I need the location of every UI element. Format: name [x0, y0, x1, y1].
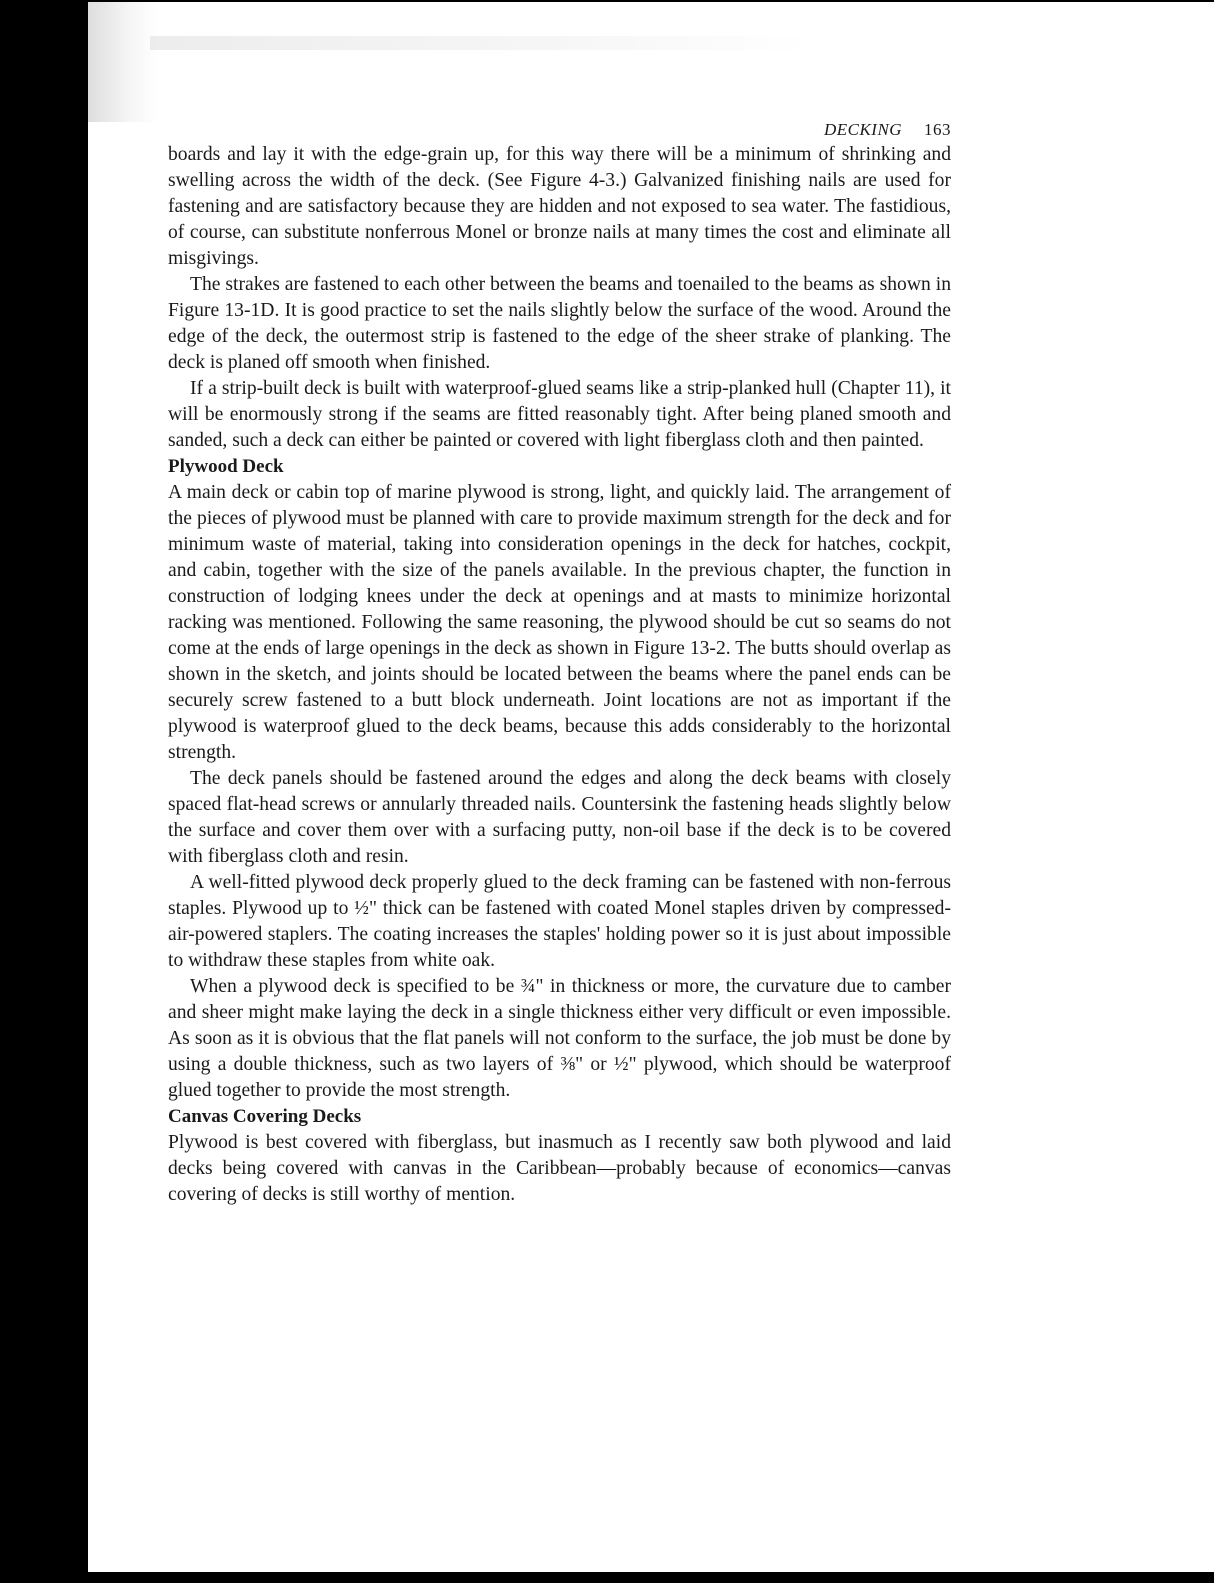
scan-border-bottom [88, 1572, 1214, 1583]
paragraph-8: Plywood is best covered with fiberglass, but inasmuch as I recently saw both plywood and laid decks being covered with canvas in the Caribbean—probably because of economics—canvas covering of decks is still worthy of mention. [168, 1132, 951, 1205]
paragraph-6: A well-fitted plywood deck properly glued to the deck framing can be fastened with non-ferrous staples. Plywood up to ½" thick can be fastened with coated Monel staples driven by compressed-air-powered staplers. The coating increases the staples' holding power so it is just about impossible to withdraw these staples from white oak. [168, 872, 951, 971]
chapter-title: DECKING [823, 120, 903, 139]
paragraph-1: boards and lay it with the edge-grain up, for this way there will be a minimum of shrinking and swelling across the width of the deck. (See Figure 4-3.) Galvanized finishing nails are used for fastening and are satisfactory because they are hidden and not exposed to sea water. The fastidious, of course, can substitute nonferrous Monel or bronze nails at many times the cost and eliminate all misgivings. [168, 144, 951, 269]
scan-border-top [88, 0, 1214, 2]
paragraph-3: If a strip-built deck is built with waterproof-glued seams like a strip-planked hull (Chapter 11), it will be enormously strong if the seams are fitted reasonably tight. After being planed smooth and sanded, such a deck can either be painted or covered with light fiberglass cloth and then painted. [168, 378, 951, 451]
section-heading-plywood-deck: Plywood Deck [168, 456, 284, 477]
paragraph-5: The deck panels should be fastened around the edges and along the deck beams with closely spaced flat-head screws or annularly threaded nails. Countersink the fastening heads slightly below the surface and cover them over with a surfacing putty, non-oil base if the deck is to be covered with fiberglass cloth and resin. [168, 768, 951, 867]
page-number: 163 [924, 120, 951, 139]
paragraph-7: When a plywood deck is specified to be ¾" in thickness or more, the curvature due to camber and sheer might make laying the deck in a single thickness either very difficult or even impossible. As soon as it is obvious that the flat panels will not conform to the surface, the job must be done by using a double thickness, such as two layers of ⅜" or ½" plywood, which should be waterproof glued together to provide the most strength. [168, 976, 951, 1101]
paragraph-2: The strakes are fastened to each other between the beams and toenailed to the beams as shown in Figure 13-1D. It is good practice to set the nails slightly below the surface of the wood. Around the edge of the deck, the outermost strip is fastened to the edge of the sheer strake of planking. The deck is planed off smooth when finished. [168, 274, 951, 373]
scan-border-left [0, 0, 88, 1583]
paragraph-4: A main deck or cabin top of marine plywood is strong, light, and quickly laid. The arrangement of the pieces of plywood must be planned with care to provide maximum strength for the deck and for minimum waste of material, taking into consideration openings in the deck for hatches, cockpit, and cabin, together with the size of the panels available. In the previous chapter, the function in construction of lodging knees under the deck at openings and at masts to minimize horizontal racking was mentioned. Following the same reasoning, the plywood should be cut so seams do not come at the ends of large openings in the deck as shown in Figure 13-2. The butts should overlap as shown in the sketch, and joints should be located between the beams where the panel ends can be securely screw fastened to a butt block underneath. Joint locations are not as important if the plywood is waterproof glued to the deck beams, because this adds considerably to the horizontal strength. [168, 482, 951, 763]
section-heading-canvas-covering: Canvas Covering Decks [168, 1106, 362, 1127]
scan-streak [150, 36, 810, 50]
running-head [168, 118, 951, 142]
scan-smudge [88, 2, 158, 122]
book-page [168, 118, 951, 1208]
